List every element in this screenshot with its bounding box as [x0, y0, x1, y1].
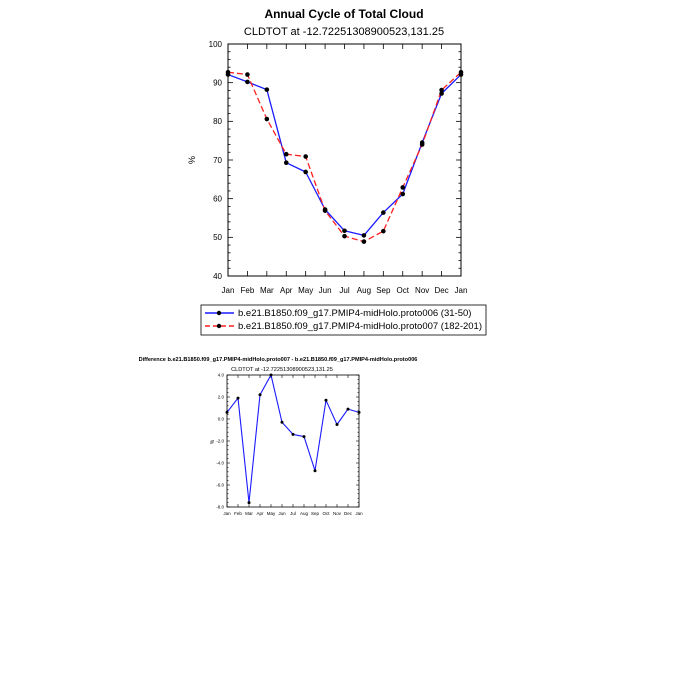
x-tick-label: Jan: [223, 511, 231, 516]
x-tick-label: Dec: [434, 286, 449, 295]
main-chart: [187, 7, 486, 335]
main-chart-y-axis-label: %: [187, 155, 197, 165]
series-1-point: [400, 192, 405, 197]
x-tick-label: Feb: [234, 511, 242, 516]
x-tick-label: Jun: [278, 511, 286, 516]
series-2-point: [265, 117, 270, 122]
series-2-point: [226, 70, 231, 75]
x-tick-label: Sep: [310, 511, 320, 516]
y-tick-label: 2.0: [217, 394, 224, 400]
x-tick-label: Apr: [280, 286, 293, 295]
difference-chart-axis-ticks: [227, 375, 359, 507]
x-tick-label: Jul: [339, 286, 350, 295]
difference-chart-subtitle: CLDTOT at -12.72251308900523,131.25: [231, 367, 333, 373]
legend-marker-series-2: [217, 324, 221, 328]
x-tick-label: May: [266, 511, 276, 516]
series-1-point: [314, 469, 317, 472]
x-tick-label: Mar: [245, 511, 253, 516]
series-2-point: [323, 208, 328, 213]
legend-label-series-1: b.e21.B1850.f09_g17.PMIP4-midHolo.proto006 (31-50): [238, 308, 472, 319]
series-2-point: [362, 239, 367, 244]
x-tick-label: Mar: [259, 286, 274, 295]
series-1-point: [358, 411, 361, 414]
series-1-point: [270, 374, 273, 377]
series-1-point: [265, 87, 270, 92]
x-tick-label: Jul: [290, 511, 296, 516]
series-1-point: [303, 435, 306, 438]
x-tick-label: Jun: [318, 286, 332, 295]
series-1-point: [237, 397, 240, 400]
series-1-point: [347, 408, 350, 411]
y-tick-label: 100: [208, 39, 222, 49]
difference-chart-series-lines: [227, 375, 359, 503]
x-tick-label: Sep: [376, 286, 391, 295]
series-1-point: [284, 160, 289, 165]
y-tick-label: -2.0: [216, 438, 224, 444]
legend-marker-series-1: [217, 311, 221, 315]
difference-chart-plot-frame: [227, 375, 359, 507]
x-tick-label: Jan: [221, 286, 235, 295]
series-1-point: [342, 228, 347, 233]
y-tick-label: 40: [213, 271, 222, 281]
x-tick-label: Nov: [415, 286, 430, 295]
series-1-point: [292, 433, 295, 436]
series-line-1: [228, 75, 461, 236]
series-1-point: [381, 210, 386, 215]
legend-label-series-2: b.e21.B1850.f09_g17.PMIP4-midHolo.proto007 (182-201): [238, 321, 482, 332]
series-1-point: [248, 501, 251, 504]
y-tick-label: 70: [213, 155, 222, 165]
series-2-point: [420, 142, 425, 147]
series-2-point: [439, 88, 444, 93]
series-1-point: [259, 393, 262, 396]
y-tick-label: -4.0: [216, 460, 224, 466]
difference-chart-data-points: [226, 374, 361, 505]
series-2-point: [381, 229, 386, 234]
main-chart-y-tick-labels: [209, 40, 223, 281]
series-1-point: [303, 170, 308, 175]
y-tick-label: -6.0: [216, 482, 224, 488]
y-tick-label: 80: [213, 117, 222, 127]
main-chart-subtitle: CLDTOT at -12.72251308900523,131.25: [243, 26, 445, 38]
series-2-point: [400, 185, 405, 190]
series-line-2: [228, 72, 461, 241]
series-2-point: [303, 154, 308, 159]
x-tick-label: Aug: [356, 286, 372, 295]
x-tick-label: Oct: [396, 286, 409, 295]
difference-chart-y-tick-labels: [216, 373, 224, 510]
x-tick-label: Jan: [454, 286, 468, 295]
main-chart-legend: [201, 305, 486, 335]
series-2-point: [342, 234, 347, 239]
difference-chart: [139, 357, 418, 516]
y-tick-label: 0.0: [217, 416, 224, 422]
series-2-point: [284, 152, 289, 157]
y-tick-label: 90: [213, 78, 222, 88]
series-1-point: [245, 80, 250, 85]
series-1-point: [281, 421, 284, 424]
y-tick-label: 60: [213, 194, 222, 204]
y-tick-label: 50: [213, 233, 222, 243]
y-tick-label: 4.0: [217, 372, 224, 378]
series-1-point: [226, 411, 229, 414]
series-1-point: [325, 399, 328, 402]
main-chart-data-points: [226, 70, 464, 244]
series-line-1: [227, 375, 359, 503]
main-chart-series-lines: [228, 72, 461, 241]
x-tick-label: May: [298, 286, 314, 295]
main-chart-x-tick-labels: [222, 286, 468, 295]
x-tick-label: Jan: [355, 511, 363, 516]
x-tick-label: Aug: [299, 511, 309, 516]
x-tick-label: Apr: [256, 511, 264, 516]
y-tick-label: -8.0: [216, 504, 224, 510]
difference-chart-y-axis-label: %: [210, 439, 216, 445]
series-2-point: [459, 70, 464, 75]
x-tick-label: Feb: [240, 286, 255, 295]
series-1-point: [336, 423, 339, 426]
main-chart-axis-ticks: [228, 44, 461, 276]
x-tick-label: Nov: [332, 511, 342, 516]
x-tick-label: Dec: [343, 511, 353, 516]
x-tick-label: Oct: [322, 511, 330, 516]
difference-chart-title: Difference b.e21.B1850.f09_g17.PMIP4-midHolo.proto007 - b.e21.B1850.f09_g17.PMIP4-midHolo.proto006: [138, 357, 418, 363]
main-chart-title: Annual Cycle of Total Cloud: [264, 7, 424, 21]
series-1-point: [362, 233, 367, 238]
series-2-point: [245, 72, 250, 77]
difference-chart-x-tick-labels: [223, 511, 363, 516]
main-chart-plot-frame: [228, 44, 461, 276]
